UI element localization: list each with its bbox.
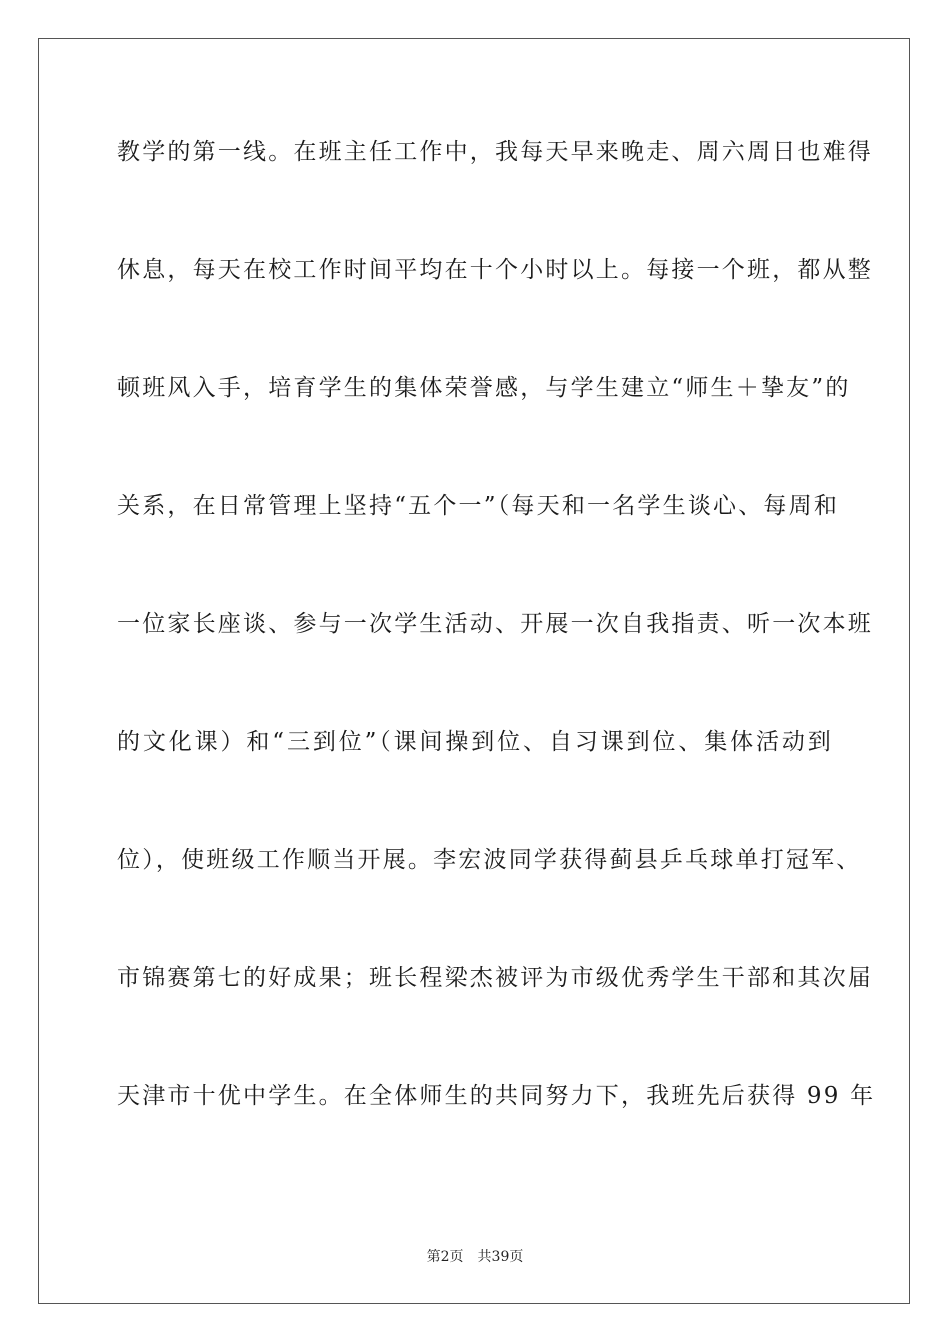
body-line: 关系，在日常管理上坚持“五个一”（每天和一名学生谈心、每周和 <box>117 493 840 519</box>
body-line: 天津市十优中学生。在全体师生的共同努力下，我班先后获得 99 年 <box>117 1083 876 1109</box>
document-body <box>117 128 876 1190</box>
body-line: 市锦赛第七的好成果；班长程梁杰被评为市级优秀学生干部和其次届 <box>117 965 873 991</box>
body-line: 位），使班级工作顺当开展。李宏波同学获得蓟县乒乓球单打冠军、 <box>117 847 862 873</box>
body-line: 教学的第一线。在班主任工作中，我每天早来晚走、周六周日也难得 <box>117 139 873 165</box>
body-line: 休息，每天在校工作时间平均在十个小时以上。每接一个班，都从整 <box>117 257 873 283</box>
body-line: 的文化课）和“三到位”（课间操到位、自习课到位、集体活动到 <box>117 729 833 755</box>
body-line: 一位家长座谈、参与一次学生活动、开展一次自我指责、听一次本班 <box>117 611 873 637</box>
page-footer <box>0 1246 950 1266</box>
body-line: 顿班风入手，培育学生的集体荣誉感，与学生建立“师生＋挚友”的 <box>117 375 851 401</box>
page-number: 第2页 <box>426 1249 464 1265</box>
page-total: 共39页 <box>477 1249 524 1265</box>
